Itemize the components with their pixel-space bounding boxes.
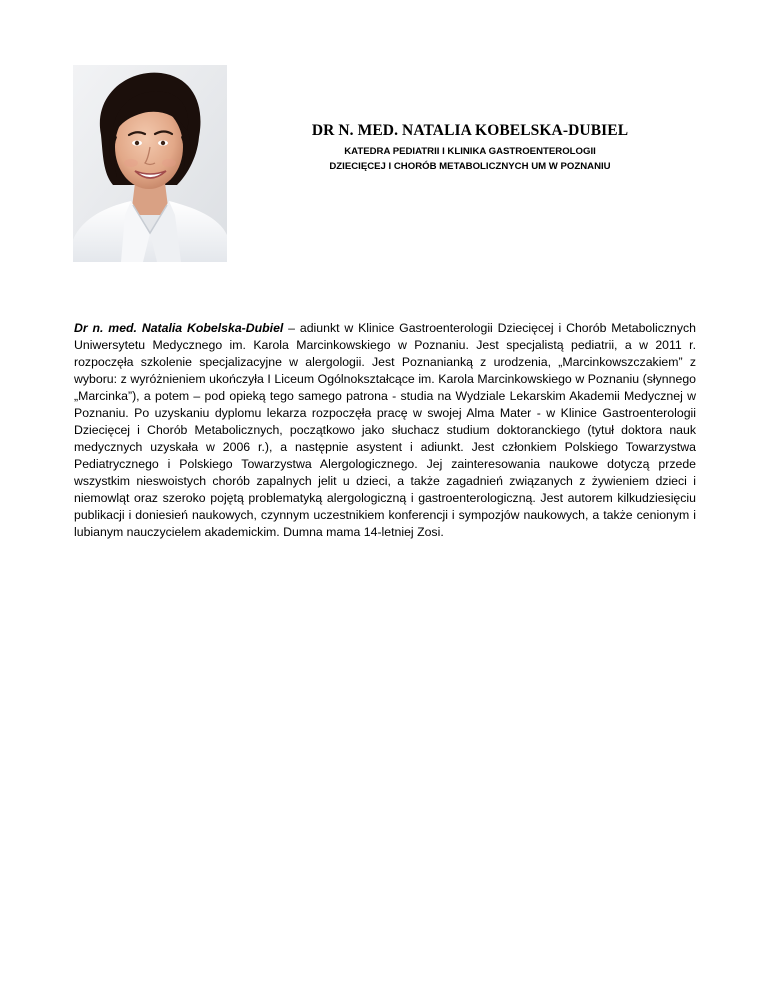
biography-paragraph (74, 320, 696, 541)
affiliation-line-2: DZIECIĘCEJ I CHORÓB METABOLICZNYCH UM W POZNANIU (329, 161, 611, 172)
biography-name-lead: Dr n. med. Natalia Kobelska-Dubiel (74, 321, 284, 335)
affiliation-line-1: KATEDRA PEDIATRII I KLINIKA GASTROENTEROLOGII (344, 146, 596, 157)
header (240, 122, 700, 174)
biography-text: – adiunkt w Klinice Gastroenterologii Dziecięcej i Chorób Metabolicznych Uniwersytetu Medycznego im. Karola Marcinkowskiego w Poznaniu. Jest specjalistą pediatrii, a w 2011 r. rozpoczęła szkolenie specjalizacyjne w alergologii. Jest Poznanianką z urodzenia, „Marcinkowszczakiem” z wyboru: z wyróżnieniem ukończyła I Liceum Ogólnokształcące im. Karola Marcinkowskiego w Poznaniu (słynnego „Marcinka”), a potem – pod opieką tego samego patrona - studia na Wydziale Lekarskim Akademii Medycznej w Poznaniu. Po uzyskaniu dyplomu lekarza rozpoczęła pracę w swojej Alma Mater - w Klinice Gastroenterologii Dziecięcej i Chorób Metabolicznych, początkowo jako słuchacz studium doktoranckiego (tytuł doktora nauk medycznych uzyskała w 2006 r.), a następnie asystent i adiunkt. Jest członkiem Polskiego Towarzystwa Pediatrycznego i Polskiego Towarzystwa Alergologicznego. Jej zainteresowania naukowe dotyczą przede wszystkim nieswoistych chorób zapalnych jelit u dzieci, a także zagadnień związanych z żywieniem dzieci i niemowląt oraz szeroko pojętą problematyką alergologiczną i gastroenterologiczną. Jest autorem kilkudziesięciu publikacji i doniesień naukowych, czynnym uczestnikiem konferencji i sympozjów naukowych, a także cenionym i lubianym nauczycielem akademickim. Dumna mama 14-letniej Zosi. (74, 321, 697, 539)
portrait-photo (73, 65, 227, 262)
person-name-title: DR N. MED. NATALIA KOBELSKA-DUBIEL (311, 122, 629, 139)
